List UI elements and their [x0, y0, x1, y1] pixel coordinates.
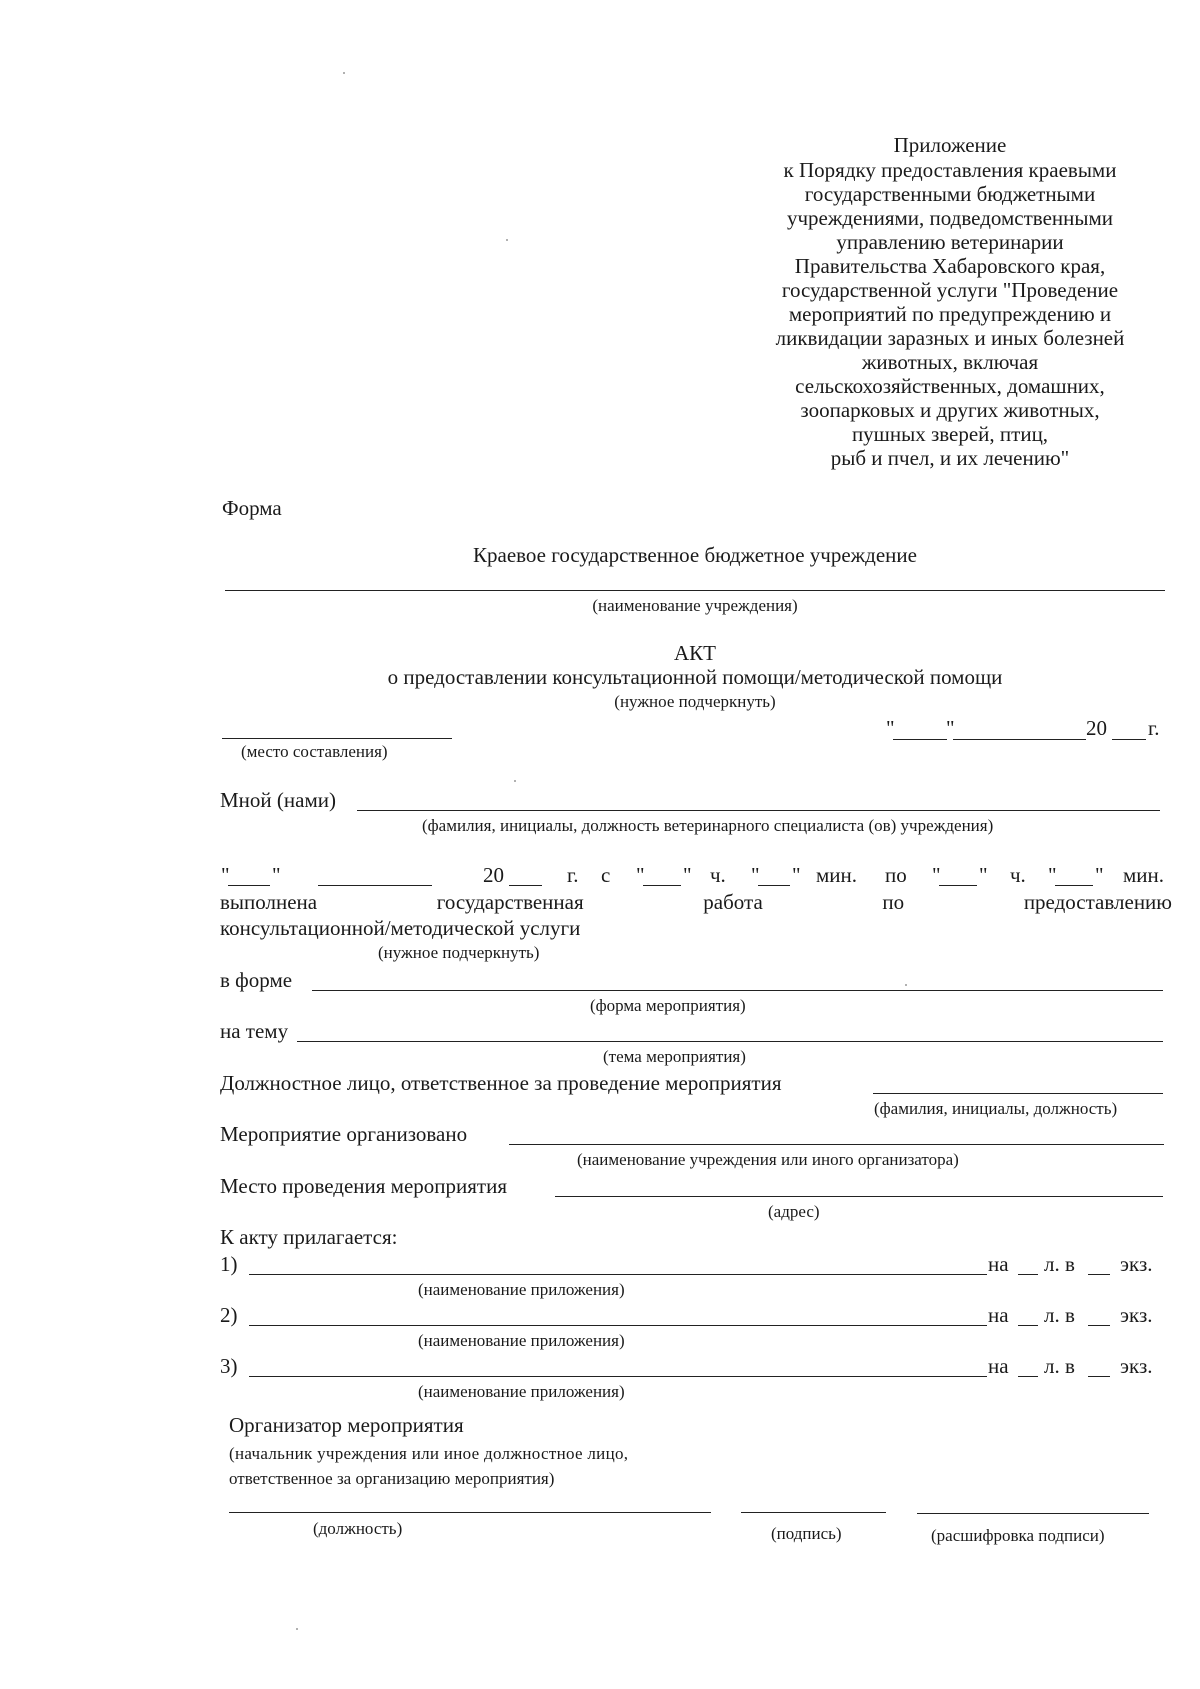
- date-year-suffix: г.: [1148, 716, 1160, 740]
- appendix-line: Приложение: [893, 133, 1007, 157]
- time-quote: ": [636, 863, 645, 887]
- performed-word: предоставлению: [1023, 890, 1172, 914]
- venue-label: Место проведения мероприятия: [220, 1174, 507, 1198]
- responsible-label: Должностное лицо, ответственное за проведение мероприятия: [220, 1071, 782, 1095]
- scan-speck: [514, 780, 516, 782]
- scan-speck: [506, 239, 508, 241]
- attachment-sheets-line[interactable]: [1018, 1274, 1038, 1275]
- organized-caption: (наименование учреждения или иного организатора): [577, 1150, 959, 1169]
- attachment-sheets: л. в: [1044, 1252, 1075, 1276]
- institution-title: Краевое государственное бюджетное учреждение: [473, 543, 917, 567]
- time-g: г.: [567, 863, 579, 887]
- organizer-signature-line[interactable]: [741, 1512, 886, 1513]
- responsible-line[interactable]: [873, 1093, 1163, 1094]
- appendix-line: пушных зверей, птиц,: [851, 422, 1049, 446]
- signature-caption: (подпись): [771, 1524, 842, 1543]
- time-quote: ": [979, 863, 988, 887]
- attachment-number: 2): [220, 1303, 238, 1327]
- time-to-min-line[interactable]: [1055, 885, 1093, 886]
- attachment-on: на: [988, 1354, 1009, 1378]
- attachment-caption: (наименование приложения): [418, 1280, 625, 1299]
- organizer-note-1: (начальник учреждения или иное должностное лицо,: [229, 1444, 629, 1463]
- attachment-number: 1): [220, 1252, 238, 1276]
- performed-line-2: консультационной/методической услуги: [220, 916, 581, 940]
- appendix-line: ликвидации заразных и иных болезней: [775, 326, 1125, 350]
- appendix-line: Правительства Хабаровского края,: [794, 254, 1106, 278]
- date-quote-close: ": [946, 716, 955, 740]
- time-to-hour-line[interactable]: [939, 885, 977, 886]
- venue-line[interactable]: [555, 1196, 1163, 1197]
- scan-speck: [296, 1628, 298, 1630]
- performed-word: работа: [703, 890, 763, 914]
- performed-word: по: [882, 890, 905, 914]
- time-month-line[interactable]: [318, 885, 432, 886]
- date-day-line[interactable]: [893, 739, 947, 740]
- organizer-title: Организатор мероприятия: [229, 1413, 464, 1437]
- performed-word: государственная: [436, 890, 584, 914]
- appendix-line: сельскохозяйственных, домашних,: [795, 374, 1105, 398]
- time-to: по: [885, 863, 907, 887]
- act-subtitle: о предоставлении консультационной помощи/методической помощи: [387, 665, 1003, 689]
- form-line[interactable]: [312, 990, 1163, 991]
- attachment-name-line[interactable]: [249, 1325, 987, 1326]
- attachment-on: на: [988, 1303, 1009, 1327]
- scan-speck: [905, 984, 907, 986]
- time-quote: ": [932, 863, 941, 887]
- time-quote: ": [272, 863, 281, 887]
- act-note: (нужное подчеркнуть): [614, 692, 776, 711]
- appendix-line: к Порядку предоставления краевыми: [783, 158, 1117, 182]
- topic-label: на тему: [220, 1019, 289, 1043]
- institution-caption: (наименование учреждения): [592, 596, 798, 615]
- time-year-prefix: 20: [483, 863, 504, 887]
- place-caption: (место составления): [241, 742, 388, 761]
- attachment-name-line[interactable]: [249, 1376, 987, 1377]
- attachment-caption: (наименование приложения): [418, 1382, 625, 1401]
- topic-line[interactable]: [297, 1041, 1163, 1042]
- attachment-copies: экз.: [1120, 1252, 1153, 1276]
- attachment-sheets: л. в: [1044, 1354, 1075, 1378]
- organized-label: Мероприятие организовано: [220, 1122, 468, 1146]
- attachment-sheets-line[interactable]: [1018, 1376, 1038, 1377]
- appendix-line: зоопарковых и других животных,: [800, 398, 1100, 422]
- scan-speck: [343, 72, 345, 74]
- time-quote: ": [1048, 863, 1057, 887]
- by-us-line[interactable]: [357, 810, 1160, 811]
- organizer-position-line[interactable]: [229, 1512, 711, 1513]
- attachment-on: на: [988, 1252, 1009, 1276]
- appendix-line: государственными бюджетными: [804, 182, 1096, 206]
- time-quote: ": [221, 863, 230, 887]
- appendix-line: учреждениями, подведомственными: [786, 206, 1113, 230]
- time-from-min-line[interactable]: [758, 885, 790, 886]
- attachment-copies-line[interactable]: [1088, 1376, 1110, 1377]
- time-from-hour-line[interactable]: [643, 885, 681, 886]
- attachment-copies: экз.: [1120, 1303, 1153, 1327]
- appendix-line: рыб и пчел, и их лечению": [830, 446, 1070, 470]
- place-line[interactable]: [222, 738, 452, 739]
- appendix-line: управлению ветеринарии: [836, 230, 1064, 254]
- position-caption: (должность): [313, 1519, 403, 1538]
- attachment-copies: экз.: [1120, 1354, 1153, 1378]
- appendix-line: животных, включая: [861, 350, 1039, 374]
- appendix-line: государственной услуги "Проведение: [781, 278, 1119, 302]
- attachments-heading: К акту прилагается:: [220, 1225, 398, 1249]
- performed-word: выполнена: [220, 890, 318, 914]
- responsible-caption: (фамилия, инициалы, должность): [874, 1099, 1118, 1118]
- time-quote: ": [683, 863, 692, 887]
- act-title: АКТ: [674, 641, 716, 665]
- time-quote: ": [1095, 863, 1104, 887]
- performed-note: (нужное подчеркнуть): [378, 943, 540, 962]
- by-us-caption: (фамилия, инициалы, должность ветеринарного специалиста (ов) учреждения): [422, 816, 994, 835]
- performed-line: [220, 892, 1172, 913]
- date-year-line[interactable]: [1112, 739, 1146, 740]
- date-year-prefix: 20: [1086, 716, 1107, 740]
- topic-caption: (тема мероприятия): [603, 1047, 746, 1066]
- time-hour-unit: ч.: [710, 863, 726, 887]
- appendix-line: мероприятий по предупреждению и: [788, 302, 1112, 326]
- by-us-label: Мной (нами): [220, 788, 336, 812]
- form-label-field: в форме: [220, 968, 293, 992]
- decoding-caption: (расшифровка подписи): [931, 1526, 1105, 1545]
- time-hour-unit: ч.: [1010, 863, 1026, 887]
- organized-line[interactable]: [509, 1144, 1164, 1145]
- attachment-number: 3): [220, 1354, 238, 1378]
- attachment-sheets-line[interactable]: [1018, 1325, 1038, 1326]
- time-day-line[interactable]: [228, 885, 270, 886]
- form-label: Форма: [222, 496, 282, 520]
- organizer-decoding-line[interactable]: [917, 1513, 1149, 1514]
- attachment-sheets: л. в: [1044, 1303, 1075, 1327]
- date-month-line[interactable]: [953, 739, 1086, 740]
- time-min-unit: мин.: [816, 863, 858, 887]
- attachment-name-line[interactable]: [249, 1274, 987, 1275]
- organizer-note-2: ответственное за организацию мероприятия): [229, 1469, 555, 1488]
- time-from: с: [601, 863, 611, 887]
- date-quote-open: ": [886, 716, 895, 740]
- attachment-copies-line[interactable]: [1088, 1325, 1110, 1326]
- venue-caption: (адрес): [768, 1202, 820, 1221]
- time-year-line[interactable]: [509, 885, 542, 886]
- form-caption: (форма мероприятия): [590, 996, 746, 1015]
- time-min-unit: мин.: [1123, 863, 1165, 887]
- attachment-caption: (наименование приложения): [418, 1331, 625, 1350]
- time-quote: ": [751, 863, 760, 887]
- institution-name-line[interactable]: [225, 590, 1165, 591]
- attachment-copies-line[interactable]: [1088, 1274, 1110, 1275]
- time-quote: ": [792, 863, 801, 887]
